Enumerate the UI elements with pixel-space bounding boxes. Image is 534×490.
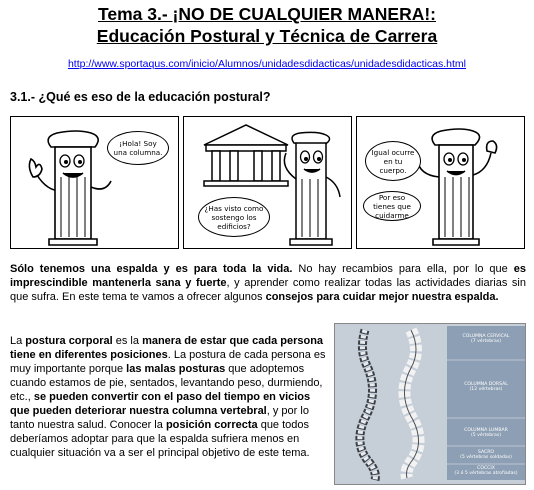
page-title-line1: Tema 3.- ¡NO DE CUALQUIER MANERA!: xyxy=(97,4,437,24)
text: La xyxy=(10,335,26,347)
posture-paragraph xyxy=(10,334,326,460)
speech-bubble-top: Igual ocurre en tu cuerpo. xyxy=(365,141,421,181)
intro-paragraph xyxy=(10,262,526,304)
speech-bubble: ¡Hola! Soy una columna. xyxy=(107,131,169,165)
text-bold: las malas posturas xyxy=(126,363,226,375)
text: , y aprender como realizar todas las actividades diarias sin que sufra. En este tema te vamos a ofrecer algunos xyxy=(10,277,526,303)
text-bold: es imprescindible mantenerla sana y fuerte xyxy=(10,263,526,289)
cervical-label: COLUMNA CERVICAL (7 vértebras) xyxy=(462,334,510,345)
speech-bubble-bottom: Por eso tienes que cuidarme xyxy=(363,191,421,221)
text-bold: consejos para cuidar mejor nuestra espalda. xyxy=(265,291,499,303)
text: . La postura de cada persona es muy importante porque xyxy=(10,349,326,375)
lumbar-label: COLUMNA LUMBAR (5 vértebras) xyxy=(464,428,508,439)
comic-panel-3 xyxy=(356,116,525,249)
column-character-illustration xyxy=(357,117,524,248)
text-bold: se pueden convertir con el paso del tiempo en vicios que pueden deteriorar nuestra columna vertebral xyxy=(10,391,311,417)
text-bold: posición correcta xyxy=(165,419,258,431)
sacro-label: SACRO (5 vértebras soldadas) xyxy=(460,450,512,461)
text: que todos deberíamos adoptar para que la espalda sufriera menos en cualquier situación va a ser el principal objetivo de este tema. xyxy=(10,419,310,459)
text-bold: manera de estar que cada persona tiene en diferentes posiciones xyxy=(10,335,324,361)
text: es la xyxy=(112,335,143,347)
source-link[interactable]: http://www.sportaqus.com/inicio/Alumnos/unidadesdidacticas/unidadesdidacticas.html xyxy=(67,58,467,70)
text: , y por lo tanto nuestra salud. Conocer la xyxy=(10,405,309,431)
speech-bubble: ¿Has visto como sostengo los edificios? xyxy=(198,197,270,237)
comic-panel-1 xyxy=(10,116,179,249)
section-heading: 3.1.- ¿Qué es eso de la educación postural? xyxy=(10,90,271,104)
comic-panel-2 xyxy=(183,116,352,249)
text: que adoptemos cuando estamos de pie, sentados, levantando peso, durmiendo, etc., xyxy=(10,363,323,403)
text-bold: postura corporal xyxy=(25,335,113,347)
coccix-label: COCCIX (3 ó 5 vértebras atrofiadas) xyxy=(454,466,518,477)
spine-figure xyxy=(334,323,526,485)
dorsal-label: COLUMNA DORSAL (12 vértebras) xyxy=(464,382,508,393)
text-bold: Sólo tenemos una espalda y es para toda la vida. xyxy=(10,263,293,275)
text: No hay recambios para ella, por lo que xyxy=(292,263,514,275)
page-title-line2: Educación Postural y Técnica de Carrera xyxy=(96,26,438,46)
